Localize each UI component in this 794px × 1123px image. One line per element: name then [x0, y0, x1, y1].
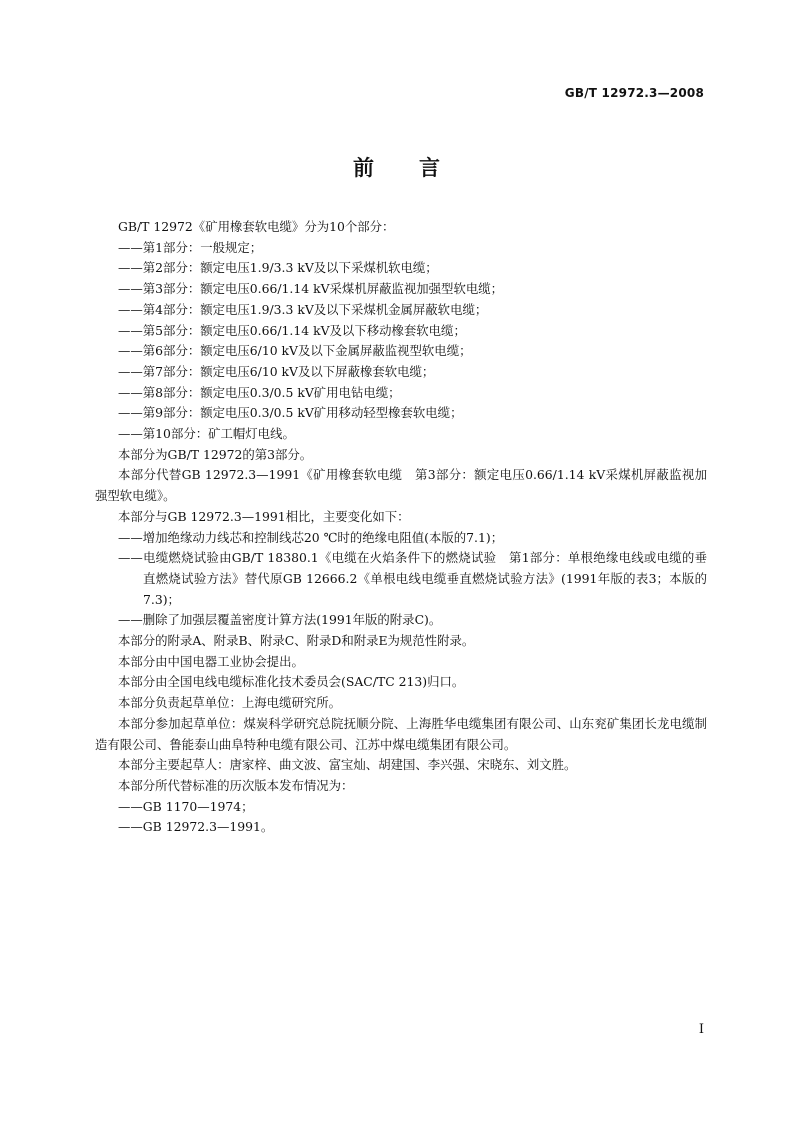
part-list-item: ——第10部分：矿工帽灯电线。 [118, 426, 295, 442]
change-list-item: ——电缆燃烧试验由GB/T 18380.1《电缆在火焰条件下的燃烧试验 第1部分：单根绝缘电线或电缆的垂直燃烧试验方法》替代原GB 12666.2《单根电线电缆垂直燃烧试验方法》(1991年版的表3；本版的7.3)； [118, 550, 707, 607]
intro-paragraph: GB/T 12972《矿用橡套软电缆》分为10个部分： [118, 219, 395, 234]
part-list-item: ——第6部分：额定电压6/10 kV及以下金属屏蔽监视型软电缆； [118, 343, 472, 359]
body-paragraph: 本部分参加起草单位：煤炭科学研究总院抚顺分院、上海胜华电缆集团有限公司、山东兖矿集团长龙电缆制造有限公司、鲁能泰山曲阜特种电缆有限公司、江苏中煤电缆集团有限公司。 [95, 715, 707, 752]
part-list-item: ——第5部分：额定电压0.66/1.14 kV及以下移动橡套软电缆； [118, 322, 466, 338]
part-list-item: ——第3部分：额定电压0.66/1.14 kV采煤机屏蔽监视加强型软电缆； [118, 281, 504, 297]
body-paragraph: 本部分由全国电线电缆标准化技术委员会(SAC/TC 213)归口。 [118, 674, 465, 690]
body-paragraph: 本部分由中国电器工业协会提出。 [118, 653, 304, 669]
part-list-item: ——第2部分：额定电压1.9/3.3 kV及以下采煤机软电缆； [118, 260, 438, 276]
part-list-item: ——第8部分：额定电压0.3/0.5 kV矿用电钻电缆； [118, 384, 401, 400]
title-char-left: 前 [353, 156, 375, 180]
page-number: I [698, 1022, 704, 1037]
title-char-right: 言 [419, 156, 441, 180]
body-paragraph: 本部分代替GB 12972.3—1991《矿用橡套软电缆 第3部分：额定电压0.66/1.14 kV采煤机屏蔽监视加强型软电缆》。 [95, 467, 707, 504]
page-title [0, 152, 794, 182]
part-list-item: ——第7部分：额定电压6/10 kV及以下屏蔽橡套软电缆； [118, 363, 435, 379]
body-paragraph: 本部分所代替标准的历次版本发布情况为： [118, 777, 354, 793]
history-list-item: ——GB 1170—1974； [118, 798, 254, 814]
body-paragraph: 本部分与GB 12972.3—1991相比，主要变化如下： [118, 508, 410, 524]
change-list-item: ——增加绝缘动力线芯和控制线芯20 ℃时的绝缘电阻值(本版的7.1)； [118, 529, 504, 545]
body-paragraph: 本部分主要起草人：唐家梓、曲文波、富宝灿、胡建国、李兴强、宋晓东、刘文胜。 [118, 757, 577, 773]
part-list-item: ——第9部分：额定电压0.3/0.5 kV矿用移动轻型橡套软电缆； [118, 405, 463, 421]
part-list-item: ——第1部分：一般规定； [118, 239, 263, 255]
body-paragraph: 本部分为GB/T 12972的第3部分。 [118, 446, 313, 462]
body-paragraph: 本部分负责起草单位：上海电缆研究所。 [118, 695, 342, 711]
foreword-body [95, 217, 707, 838]
part-list-item: ——第4部分：额定电压1.9/3.3 kV及以下采煤机金属屏蔽软电缆； [118, 301, 488, 317]
standard-code: GB/T 12972.3—2008 [564, 86, 704, 100]
history-list-item: ——GB 12972.3—1991。 [118, 819, 274, 835]
body-paragraph: 本部分的附录A、附录B、附录C、附录D和附录E为规范性附录。 [118, 633, 475, 649]
change-list-item: ——删除了加强层覆盖密度计算方法(1991年版的附录C)。 [118, 612, 442, 628]
